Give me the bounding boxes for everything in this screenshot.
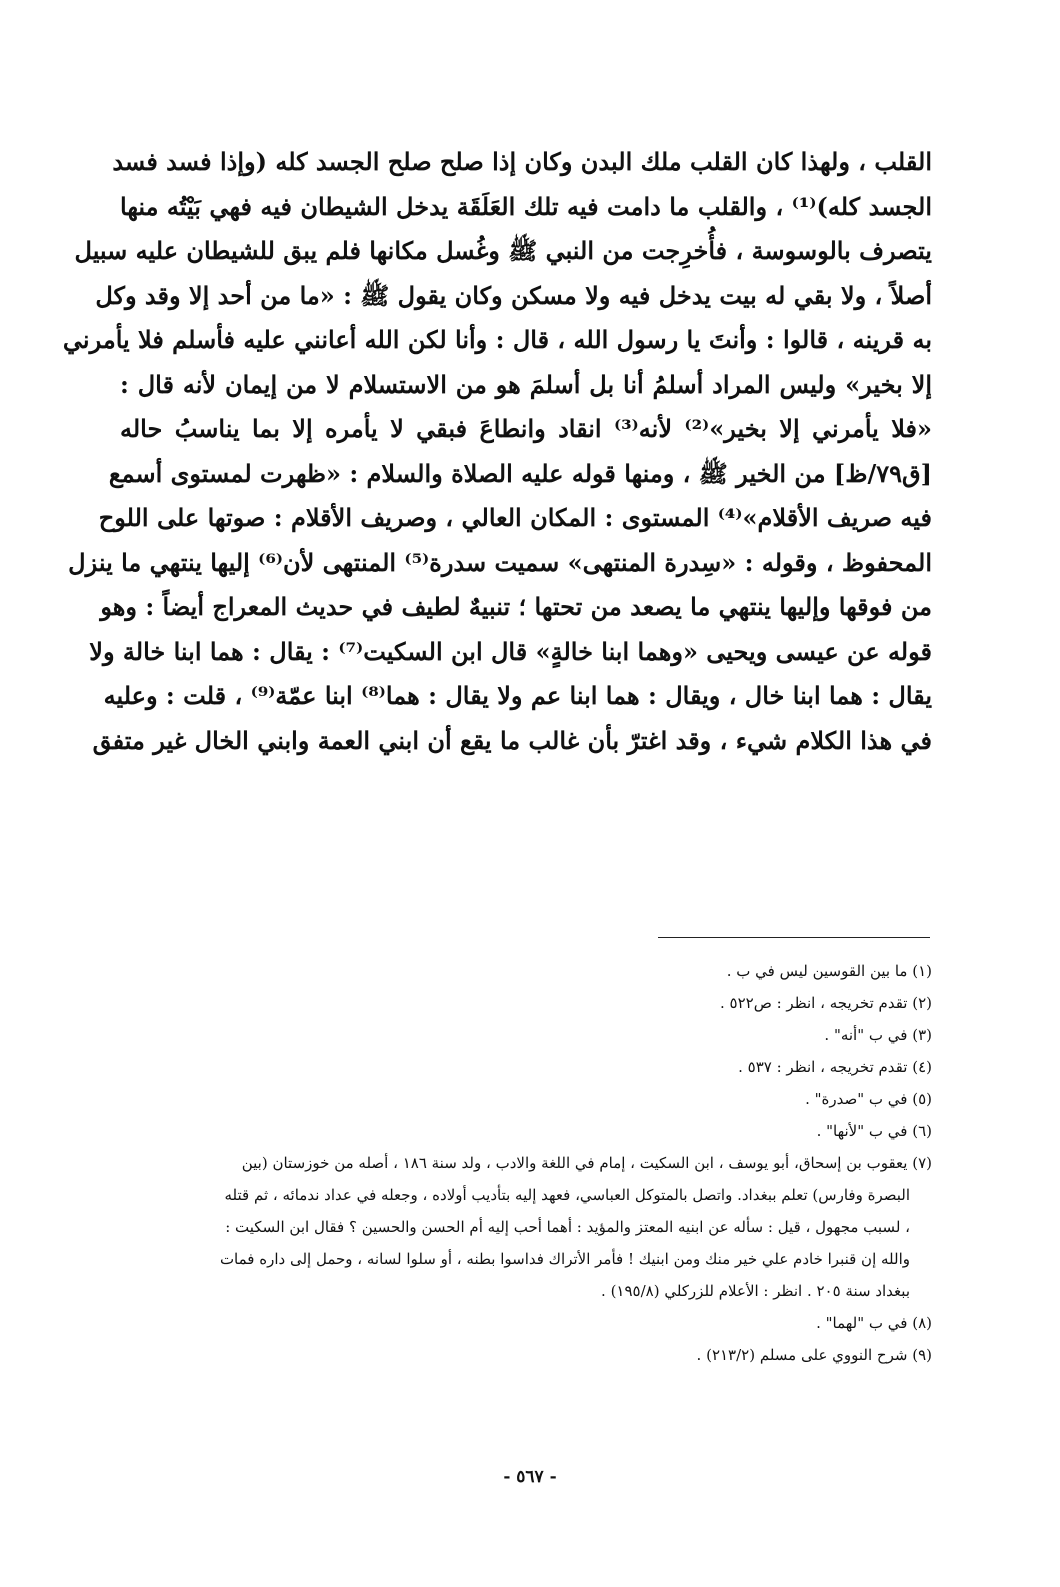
footnote-continuation: البصرة وفارس) تعلم ببغداد. واتصل بالمتوكل العباسي، فعهد إليه بتأديب أولاده ، وجعله في عداد ندمائه ، ثم قتله xyxy=(224,1186,910,1204)
footnote: (٩) شرح النووي على مسلم (٢١٣/٢) . xyxy=(696,1346,932,1364)
body-line: يقال : هما ابنا خال ، ويقال : هما ابنا عم ولا يقال : هما⁽⁸⁾ ابنا عمّة⁽⁹⁾ ، قلت : وعليه xyxy=(103,681,932,710)
body-line: أصلاً ، ولا بقي له بيت يدخل فيه ولا مسكن وكان يقول ﷺ : «ما من أحد إلا وقد وكل xyxy=(95,280,932,310)
body-line: به قرينه ، قالوا : وأنتَ يا رسول الله ، قال : وأنا لكن الله أعانني عليه فأسلم فلا يأمرني xyxy=(62,325,932,354)
body-line: القلب ، ولهذا كان القلب ملك البدن وكان إذا صلح صلح الجسد كله (وإذا فسد فسد xyxy=(112,147,932,176)
body-line: يتصرف بالوسوسة ، فأُخرِجت من النبي ﷺ وغُسل مكانها فلم يبق للشيطان عليه سبيل xyxy=(74,236,932,265)
footnote-separator xyxy=(658,937,930,938)
body-line: من فوقها وإليها ينتهي ما يصعد من تحتها ؛ تنبيهٌ لطيف في حديث المعراج أيضاً : وهو xyxy=(100,592,932,621)
footnotes xyxy=(130,955,932,1371)
body-line: قوله عن عيسى ويحيى «وهما ابنا خالةٍ» قال ابن السكيت⁽⁷⁾ : يقال : هما ابنا خالة ولا xyxy=(89,636,932,666)
footnote-continuation: والله إن قنبرا خادم علي خير منك ومن ابنيك ! فأمر الأتراك فداسوا بطنه ، أو سلوا لسانه ، وحمل إلى داره فمات xyxy=(219,1250,910,1268)
footnote: (٥) في ب "صدرة" . xyxy=(805,1090,932,1108)
footnote: (٨) في ب "لهما" . xyxy=(816,1314,932,1332)
footnote: (١) ما بين القوسين ليس في ب . xyxy=(726,962,932,980)
footnote: (٣) في ب "أنه" . xyxy=(824,1026,932,1044)
footnote: (٤) تقدم تخريجه ، انظر : ٥٣٧ . xyxy=(738,1058,932,1076)
footnote: (٦) في ب "لأنها" . xyxy=(816,1122,932,1140)
body-line: [ق٧٩/ظ] من الخير ﷺ ، ومنها قوله عليه الصلاة والسلام : «ظهرت لمستوى أسمع xyxy=(108,458,932,488)
footnote-continuation: ببغداد سنة ٢٠٥ . انظر : الأعلام للزركلي (١٩٥/٨) . xyxy=(601,1282,910,1300)
body-text xyxy=(62,140,933,763)
footnote: (٧) يعقوب بن إسحاق، أبو يوسف ، ابن السكيت ، إمام في اللغة والادب ، ولد سنة ١٨٦ ، أصله من خوزستان (بين xyxy=(241,1154,932,1172)
page-number: - ٥٦٧ - xyxy=(503,1467,557,1487)
body-line: فيه صريف الأقلام»⁽⁴⁾ المستوى : المكان العالي ، وصريف الأقلام : صوتها على اللوح xyxy=(98,503,932,532)
footnote-biography xyxy=(130,1147,932,1307)
body-line: الجسد كله)⁽¹⁾ ، والقلب ما دامت فيه تلك العَلَقَة يدخل الشيطان فيه فهي بَيْتُه منها xyxy=(120,191,932,221)
footnote: (٢) تقدم تخريجه ، انظر : ص٥٢٢ . xyxy=(719,994,932,1012)
body-line: «فلا يأمرني إلا بخير»⁽²⁾ لأنه⁽³⁾ انقاد وانطاعَ فبقي لا يأمره إلا بما يناسبُ حاله xyxy=(120,414,933,443)
body-line: المحفوظ ، وقوله : «سِدرة المنتهى» سميت سدرة⁽⁵⁾ المنتهى لأن⁽⁶⁾ إليها ينتهي ما ينزل xyxy=(68,547,932,577)
body-line: إلا بخير» وليس المراد أسلمُ أنا بل أسلمَ هو من الاستسلام لا من إيمان لأنه قال : xyxy=(120,369,932,399)
body-line: في هذا الكلام شيء ، وقد اغترّ بأن غالب ما يقع أن ابني العمة وابني الخال غير متفق xyxy=(92,725,932,755)
footnote-continuation: ، لسبب مجهول ، قيل : سأله عن ابنيه المعتز والمؤيد : أهما أحب إليه أم الحسن والحسين ؟ فقال ابن السكيت : xyxy=(225,1218,910,1236)
